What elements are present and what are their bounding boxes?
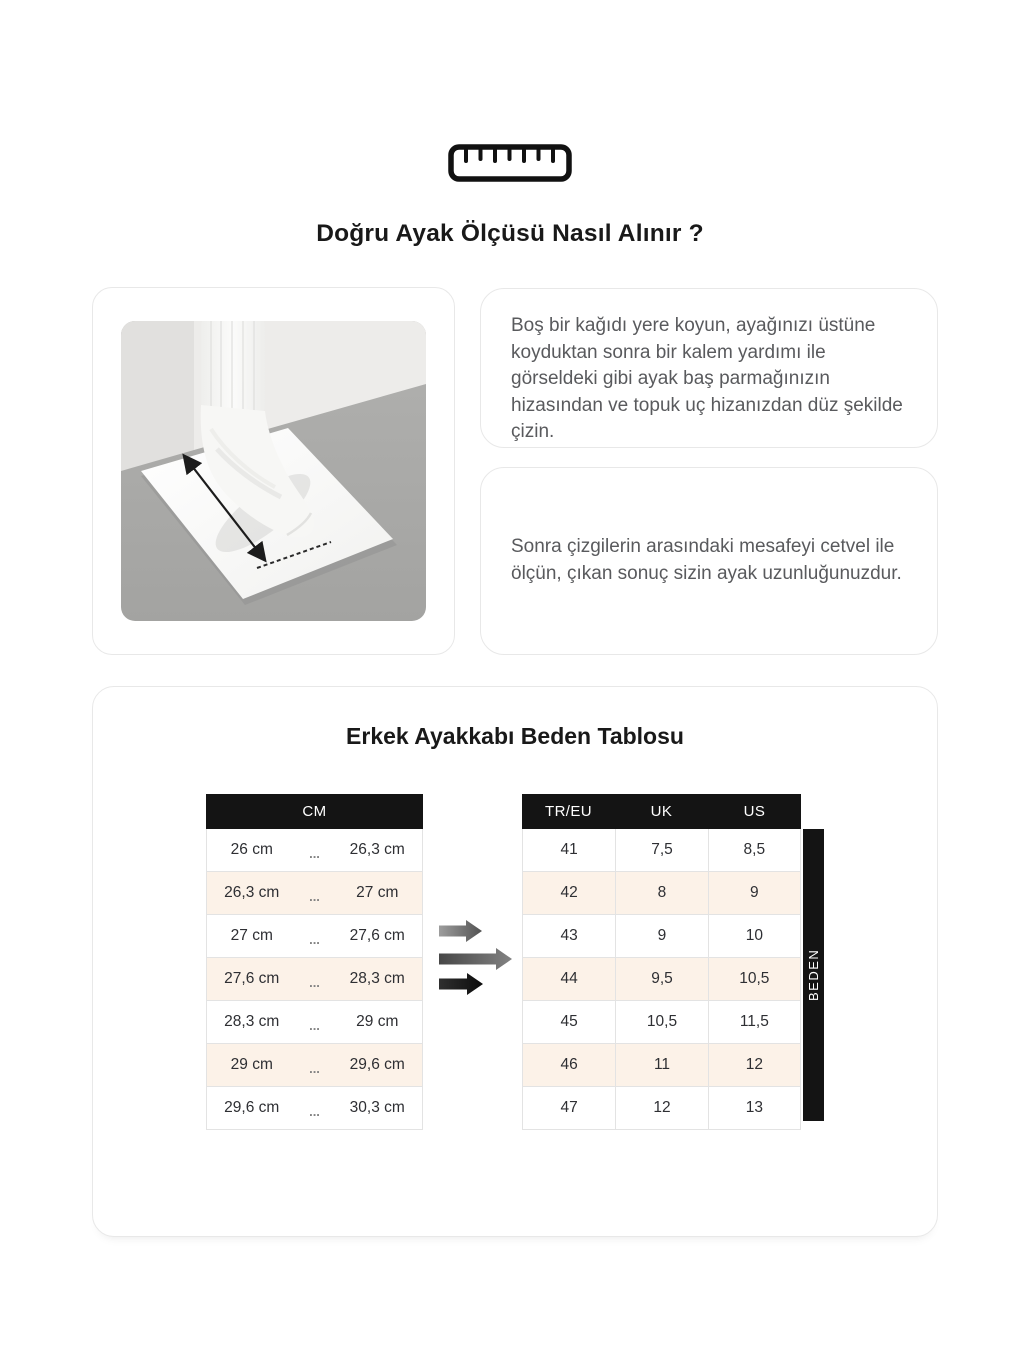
cm-table-body <box>206 829 423 1130</box>
cm-range-from: 26,3 cm <box>224 884 280 901</box>
instruction-card-2 <box>480 467 938 655</box>
cm-table-row <box>207 915 422 958</box>
tr-eu-value: 45 <box>560 1013 578 1030</box>
uk-value: 10,5 <box>615 1001 707 1043</box>
uk-value: 7,5 <box>615 829 707 871</box>
range-dots: ... <box>309 888 320 904</box>
tr-eu-value: 44 <box>560 970 578 987</box>
cm-range-from: 29 cm <box>230 1056 273 1073</box>
cm-table <box>206 794 423 1130</box>
tr-eu-value: 41 <box>560 841 578 858</box>
size-table-row <box>523 1001 800 1044</box>
uk-value: 8 <box>615 872 707 914</box>
tr-eu-value: 42 <box>560 884 578 901</box>
tr-eu-value: 47 <box>560 1099 578 1116</box>
tr-eu-value: 46 <box>560 1056 578 1073</box>
cm-table-row <box>207 1044 422 1087</box>
arrow-middle <box>439 948 512 970</box>
cm-range-from: 27,6 cm <box>224 970 280 987</box>
size-table-body <box>522 829 801 1130</box>
instruction-step-2-text: Sonra çizgilerin arasındaki mesafeyi cetvel ile ölçün, çıkan sonuç sizin ayak uzunluğunuzdur. <box>511 536 902 584</box>
cm-table-row <box>207 958 422 1001</box>
arrow-bottom <box>439 973 483 995</box>
us-value: 12 <box>708 1044 800 1086</box>
range-dots: ... <box>309 931 320 947</box>
cm-table-header: CM <box>206 794 423 829</box>
cm-range-to: 27 cm <box>356 884 399 901</box>
size-table-row <box>523 872 800 915</box>
size-section-title: Erkek Ayakkabı Beden Tablosu <box>346 723 684 749</box>
size-conversion-table <box>522 794 801 1130</box>
instruction-card-1 <box>480 288 938 448</box>
header-uk: UK <box>650 803 673 820</box>
size-table-header-row <box>522 794 801 829</box>
size-table-row <box>523 915 800 958</box>
tr-eu-value: 43 <box>560 927 578 944</box>
foot-measurement-illustration <box>121 321 426 621</box>
header-us: US <box>743 803 766 820</box>
cm-range-to: 29,6 cm <box>349 1056 405 1073</box>
range-dots: ... <box>309 845 320 861</box>
us-value: 8,5 <box>708 829 800 871</box>
measurement-photo-card <box>92 287 455 655</box>
ruler-icon <box>448 144 572 182</box>
range-dots: ... <box>309 1060 320 1076</box>
foot-on-paper-measurement-photo <box>121 321 426 621</box>
us-value: 10 <box>708 915 800 957</box>
cm-range-to: 27,6 cm <box>349 927 405 944</box>
size-table-row <box>523 958 800 1001</box>
uk-value: 11 <box>615 1044 707 1086</box>
uk-value: 9 <box>615 915 707 957</box>
size-table-card <box>92 686 938 1237</box>
size-table-row <box>523 829 800 872</box>
us-value: 11,5 <box>708 1001 800 1043</box>
header-icon-wrap <box>0 144 1020 182</box>
cm-range-to: 29 cm <box>356 1013 399 1030</box>
cm-table-row <box>207 1001 422 1044</box>
instruction-step-1-text: Boş bir kağıdı yere koyun, ayağınızı üstüne koyduktan sonra bir kalem yardımı ile görseldeki gibi ayak baş parmağınızın hizasından ve topuk uç hizanızdan düz şekilde çizin. <box>511 315 903 443</box>
size-table-row <box>523 1044 800 1087</box>
us-value: 9 <box>708 872 800 914</box>
arrow-top <box>439 920 482 942</box>
us-value: 10,5 <box>708 958 800 1000</box>
cm-table-row <box>207 1087 422 1129</box>
range-dots: ... <box>309 974 320 990</box>
cm-range-to: 28,3 cm <box>349 970 405 987</box>
cm-range-from: 26 cm <box>230 841 273 858</box>
us-value: 13 <box>708 1087 800 1129</box>
range-dots: ... <box>309 1103 320 1119</box>
cm-range-from: 29,6 cm <box>224 1099 280 1116</box>
cm-table-row <box>207 829 422 872</box>
header-tr-eu: TR/EU <box>545 803 592 820</box>
cm-range-to: 30,3 cm <box>349 1099 405 1116</box>
range-dots: ... <box>309 1017 320 1033</box>
beden-side-label: BEDEN <box>803 829 824 1121</box>
cm-range-from: 27 cm <box>230 927 273 944</box>
photo-wall-left <box>121 321 194 471</box>
cm-table-row <box>207 872 422 915</box>
conversion-arrows-icon <box>429 916 513 1002</box>
cm-range-from: 28,3 cm <box>224 1013 280 1030</box>
page-title: Doğru Ayak Ölçüsü Nasıl Alınır ? <box>316 220 704 247</box>
uk-value: 9,5 <box>615 958 707 1000</box>
size-table-row <box>523 1087 800 1129</box>
uk-value: 12 <box>615 1087 707 1129</box>
cm-range-to: 26,3 cm <box>349 841 405 858</box>
